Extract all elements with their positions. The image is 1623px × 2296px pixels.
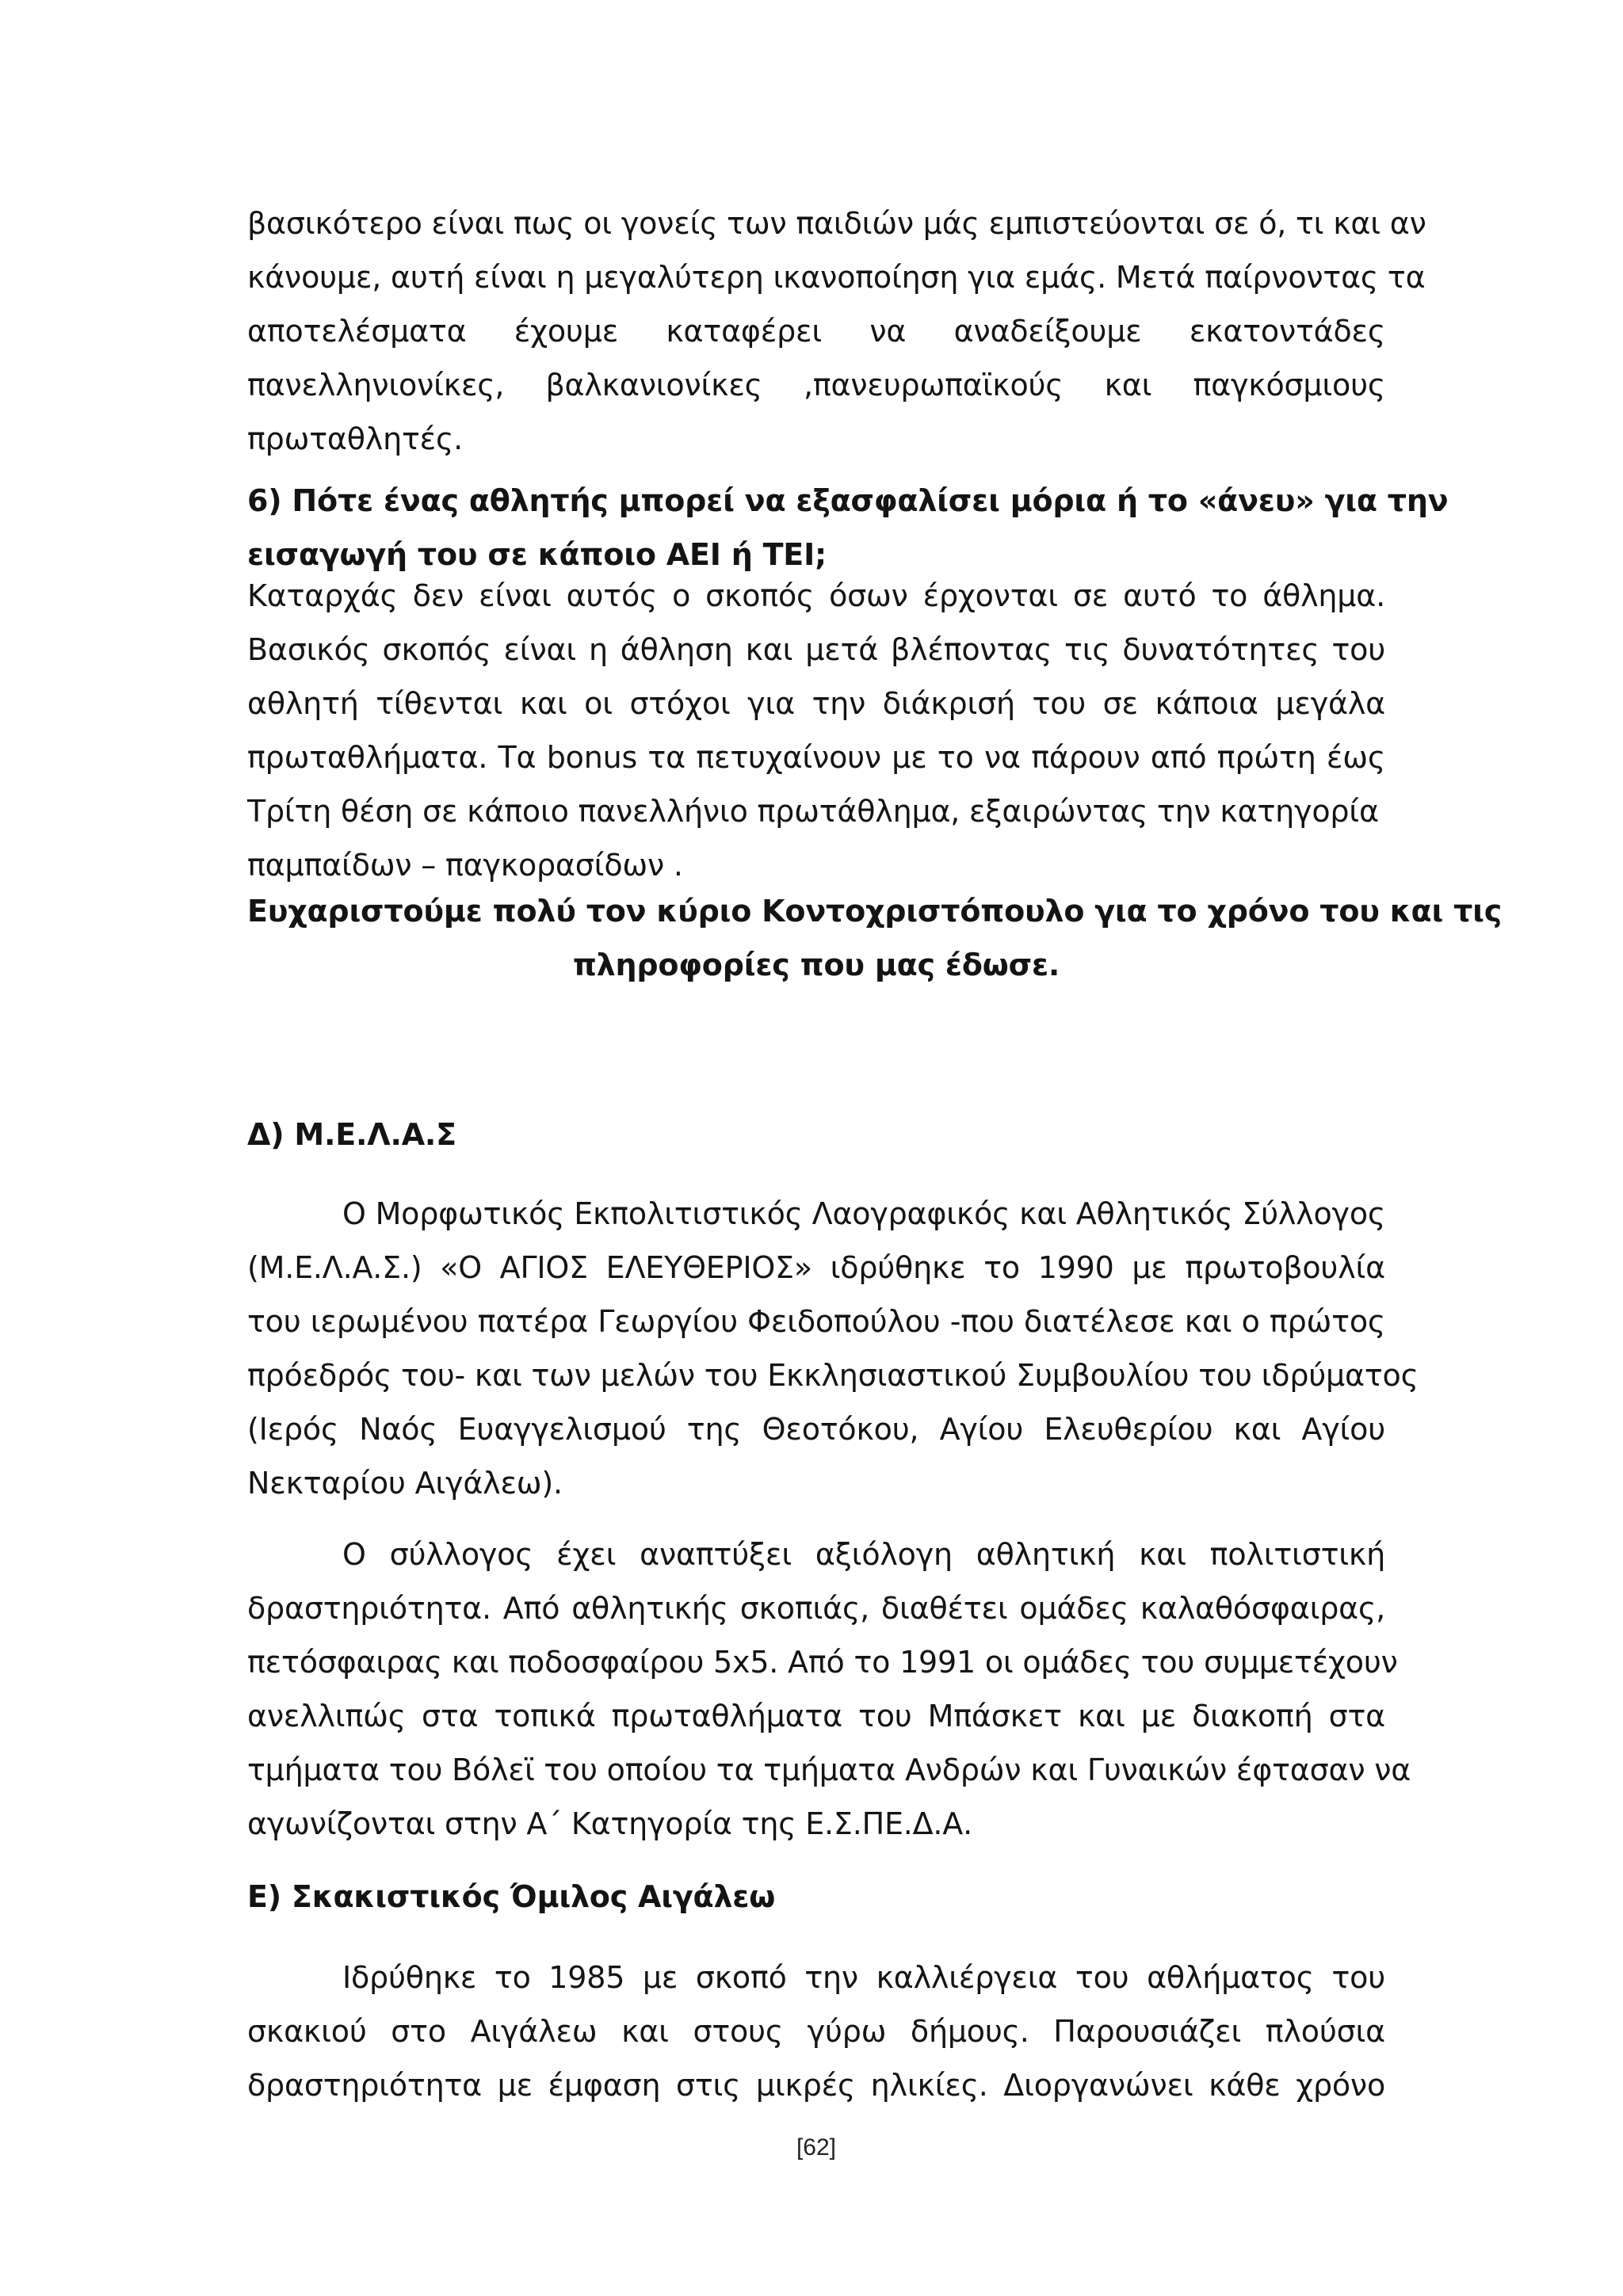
thanks-line: πληροφορίες που μας έδωσε. [572,948,1060,982]
text-line: πρωταθλήματα. Τα bonus τα πετυχαίνουν με το να πάρουν από πρώτη έως [247,740,1385,775]
text-line: βασικότερο είναι πως οι γονείς των παιδιών μάς εμπιστεύονται σε ό, τι και αν [247,206,1426,241]
text-line: αθλητή τίθενται και οι στόχοι για την διάκρισή του σε κάποια μεγάλα [247,686,1385,721]
question-6 [247,474,1449,582]
text-line: (Ιερός Ναός Ευαγγελισμού της Θεοτόκου, Αγίου Ελευθερίου και Αγίου [247,1412,1385,1447]
section-heading: Δ) Μ.Ε.Λ.Α.Σ [247,1117,456,1152]
thanks-note [247,884,1503,992]
text-line: αποτελέσματα έχουμε καταφέρει να αναδείξουμε εκατοντάδες [247,314,1385,349]
text-line: Ιδρύθηκε το 1985 με σκοπό την καλλιέργεια του αθλήματος του [342,1960,1385,1995]
text-line: αγωνίζονται στην Α΄ Κατηγορία της Ε.Σ.ΠΕ.Δ.Α. [247,1806,972,1841]
intro-paragraph [247,196,1426,466]
text-line: δραστηριότητα. Από αθλητικής σκοπιάς, διαθέτει ομάδες καλαθόσφαιρας, [247,1591,1385,1626]
text-line: δραστηριότητα με έμφαση στις μικρές ηλικίες. Διοργανώνει κάθε χρόνο [247,2068,1385,2103]
document-page [247,0,1503,2296]
text-line: ανελλιπώς στα τοπικά πρωταθλήματα του Μπάσκετ και με διακοπή στα [247,1699,1385,1733]
thanks-line: Ευχαριστούμε πολύ τον κύριο Κοντοχριστόπουλο για το χρόνο του και τις [247,894,1503,929]
page-number: [62] [796,2134,837,2161]
text-line: Καταρχάς δεν είναι αυτός ο σκοπός όσων έρχονται σε αυτό το άθλημα. [247,578,1385,613]
answer-6 [247,569,1385,892]
section-d [247,1108,1385,1161]
section-d-paragraph-1 [247,1187,1419,1510]
text-line: πρωταθλητές. [247,421,463,456]
text-line: σκακιού στο Αιγάλεω και στους γύρω δήμους. Παρουσιάζει πλούσια [247,2014,1385,2049]
text-line: Νεκταρίου Αιγάλεω). [247,1466,563,1501]
question-line: εισαγωγή του σε κάποιο ΑΕΙ ή ΤΕΙ; [247,537,827,572]
question-line: 6) Πότε ένας αθλητής μπορεί να εξασφαλίσει μόρια ή το «άνευ» για την [247,483,1449,518]
text-line: παμπαίδων – παγκορασίδων . [247,848,683,883]
text-line: Ο Μορφωτικός Εκπολιτιστικός Λαογραφικός και Αθλητικός Σύλλογος [342,1196,1385,1231]
section-e-paragraph-1 [247,1951,1385,2112]
text-line: πρόεδρός του- και των μελών του Εκκλησιαστικού Συμβουλίου του ιδρύματος [247,1358,1419,1393]
text-line: πανελληνιονίκες, βαλκανιονίκες ,πανευρωπαϊκούς και παγκόσμιους [247,368,1385,402]
section-heading: Ε) Σκακιστικός Όμιλος Αιγάλεω [247,1879,776,1914]
section-d-paragraph-2 [247,1527,1411,1851]
text-line: του ιερωμένου πατέρα Γεωργίου Φειδοπούλου -που διατέλεσε και ο πρώτος [247,1304,1385,1339]
text-line: πετόσφαιρας και ποδοσφαίρου 5x5. Από το 1991 οι ομάδες του συμμετέχουν [247,1645,1398,1680]
text-line: Τρίτη θέση σε κάποιο πανελλήνιο πρωτάθλημα, εξαιρώντας την κατηγορία [247,794,1379,829]
section-e [247,1870,1385,1924]
text-line: τμήματα του Βόλεϊ του οποίου τα τμήματα Ανδρών και Γυναικών έφτασαν να [247,1753,1411,1787]
text-line: Ο σύλλογος έχει αναπτύξει αξιόλογη αθλητική και πολιτιστική [342,1537,1385,1572]
text-line: Βασικός σκοπός είναι η άθληση και μετά βλέποντας τις δυνατότητες του [247,632,1385,667]
text-line: (Μ.Ε.Λ.Α.Σ.) «Ο ΑΓΙΟΣ ΕΛΕΥΘΕΡΙΟΣ» ιδρύθηκε το 1990 με πρωτοβουλία [247,1250,1385,1285]
text-line: κάνουμε, αυτή είναι η μεγαλύτερη ικανοποίηση για εμάς. Μετά παίρνοντας τα [247,260,1426,295]
